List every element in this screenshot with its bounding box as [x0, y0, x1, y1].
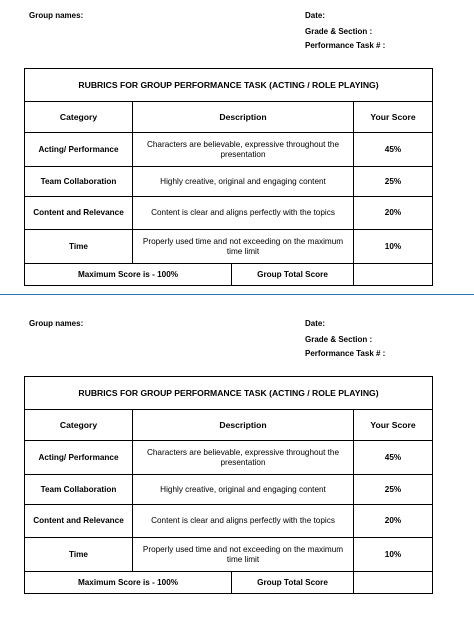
table-row	[25, 475, 432, 505]
table-header-row	[25, 410, 432, 441]
score-cell: 10%	[384, 549, 402, 559]
description-cell: Highly creative, original and engaging content	[132, 475, 354, 504]
table-row	[25, 133, 432, 167]
description-cell: Content is clear and aligns perfectly with the topics	[132, 197, 354, 229]
header-category: Category	[59, 420, 98, 430]
group-total-label: Group Total Score	[231, 264, 354, 285]
score-cell: 10%	[384, 241, 402, 251]
group-names-label: Group names:	[29, 319, 84, 328]
rubric-sheet-2	[0, 308, 474, 608]
table-row	[25, 441, 432, 475]
grade-section-label: Grade & Section :	[305, 27, 373, 36]
max-score-cell: Maximum Score is - 100%	[77, 269, 179, 279]
description-cell: Highly creative, original and engaging content	[132, 167, 354, 196]
group-total-label: Group Total Score	[231, 572, 354, 593]
rubric-title: RUBRICS FOR GROUP PERFORMANCE TASK (ACTING / ROLE PLAYING)	[25, 377, 432, 410]
table-row	[25, 167, 432, 197]
score-cell: 20%	[384, 208, 402, 217]
max-score-cell: Maximum Score is - 100%	[77, 577, 179, 587]
rubric-table	[24, 68, 433, 286]
category-cell: Acting/ Performance	[38, 144, 119, 154]
score-cell: 25%	[384, 484, 402, 494]
category-cell: Time	[69, 549, 88, 559]
score-cell: 20%	[384, 516, 402, 525]
header-description: Description	[132, 410, 354, 440]
performance-task-label: Performance Task # :	[305, 41, 386, 50]
description-cell: Content is clear and aligns perfectly with the topics	[132, 505, 354, 537]
table-row	[25, 538, 432, 572]
group-total-value	[354, 264, 432, 285]
date-label: Date:	[305, 11, 326, 20]
table-footer-row	[25, 264, 432, 285]
group-total-value	[354, 572, 432, 593]
category-cell: Team Collaboration	[40, 176, 117, 186]
header-score: Your Score	[370, 112, 416, 122]
rubric-title: RUBRICS FOR GROUP PERFORMANCE TASK (ACTING / ROLE PLAYING)	[25, 69, 432, 102]
score-cell: 25%	[384, 176, 402, 186]
category-cell: Time	[69, 241, 88, 251]
rubric-sheet-1	[0, 0, 474, 300]
description-cell: Characters are believable, expressive throughout the presentation	[132, 441, 354, 474]
category-cell: Team Collaboration	[40, 484, 117, 494]
rubric-table	[24, 376, 433, 594]
category-cell: Acting/ Performance	[38, 452, 119, 462]
description-cell: Properly used time and not exceeding on the maximum time limit	[132, 230, 354, 263]
category-cell: Content and Relevance	[33, 516, 124, 525]
table-row	[25, 505, 432, 538]
table-footer-row	[25, 572, 432, 593]
description-cell: Characters are believable, expressive throughout the presentation	[132, 133, 354, 166]
table-header-row	[25, 102, 432, 133]
table-row	[25, 230, 432, 264]
page-divider	[0, 294, 474, 295]
date-label: Date:	[305, 319, 326, 328]
performance-task-label: Performance Task # :	[305, 349, 386, 358]
header-score: Your Score	[370, 420, 416, 430]
category-cell: Content and Relevance	[33, 208, 124, 217]
score-cell: 45%	[384, 144, 402, 154]
header-category: Category	[59, 112, 98, 122]
grade-section-label: Grade & Section :	[305, 335, 373, 344]
score-cell: 45%	[384, 452, 402, 462]
table-row	[25, 197, 432, 230]
group-names-label: Group names:	[29, 11, 84, 20]
description-cell: Properly used time and not exceeding on the maximum time limit	[132, 538, 354, 571]
header-description: Description	[132, 102, 354, 132]
